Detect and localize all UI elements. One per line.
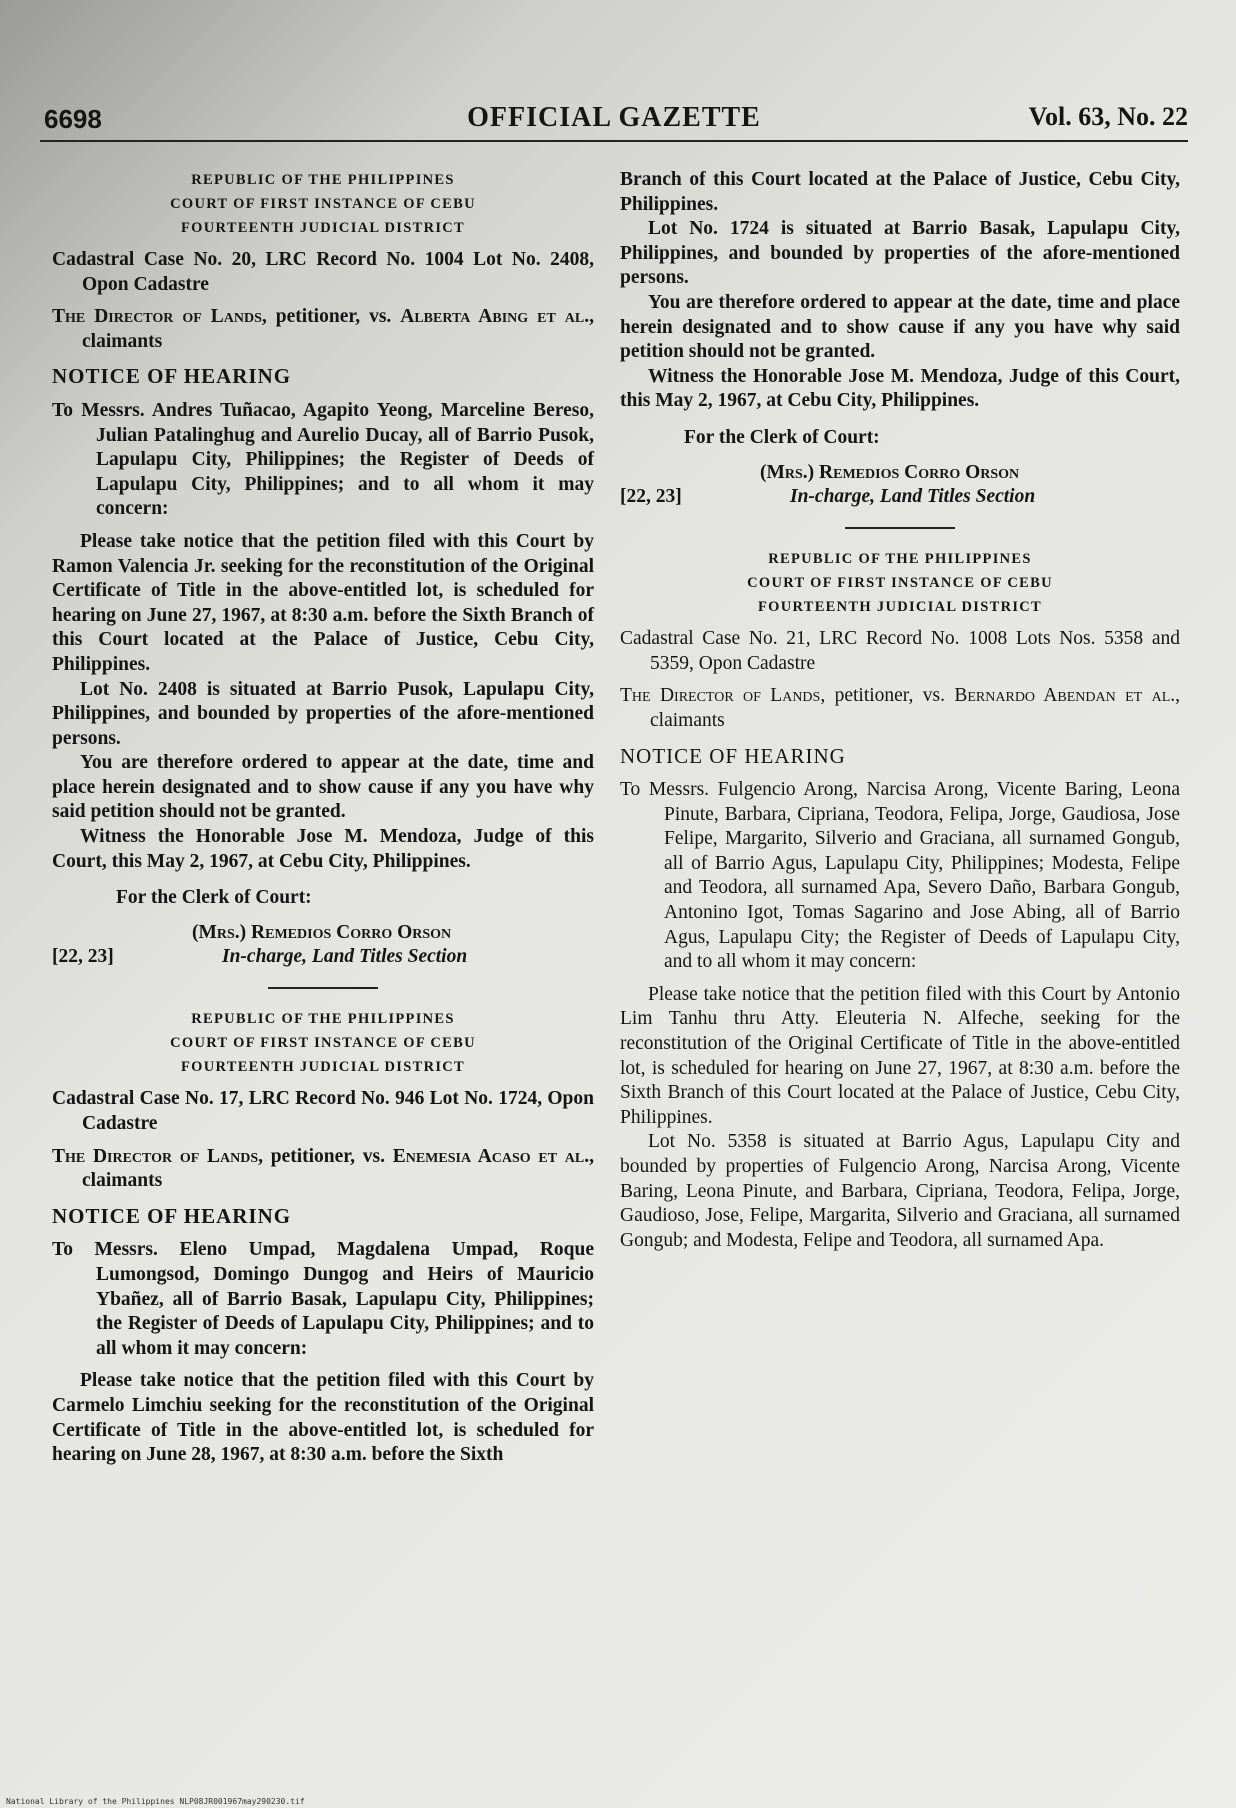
parties-suffix: , claimants — [650, 685, 1180, 731]
notice-title: NOTICE OF HEARING — [620, 743, 846, 768]
notice-paragraph: Please take notice that the petition filed with this Court by Antonio Lim Tanhu thru Atty. Eleuteria N. Alfeche, seeking for the reconstitution of the Original Certificate of Title in the above-entitled lot, is scheduled for hearing on June 27, 1967, at 8:30 a.m. before the Sixth Branch of this Court located at the Palace of Justice, Cebu City, Philippines. — [620, 983, 1180, 1128]
notice-paragraph: Please take notice that the petition filed with this Court by Ramon Valencia Jr. seeking for the reconstitution of the Original Certificate of Title in the above-entitled lot, is scheduled for hearing on June 27, 1967, at 8:30 a.m. before the Sixth Branch of this Court located at the Palace of Justice, Cebu City, Philippines. — [52, 530, 594, 675]
right-column — [620, 168, 1180, 1253]
notice-paragraph: Lot No. 5358 is situated at Barrio Agus, Lapulapu City and bounded by properties of Fulgencio Arong, Narcisa Arong, Vicente Baring, Leona Pinute, and Barbara, Cipriana, Teodora, Felipa, Jorge, Gaudioso, Jose, Felipe, Margarita, Silverio and Graciana, all surnamed Gongub; and Modesta, Felipe and Teodora, all surnamed Apa. — [620, 1131, 1180, 1251]
petitioner-name: The Director of Lands — [52, 1145, 259, 1167]
case-caption: Cadastral Case No. 21, LRC Record No. 1008 Lots Nos. 5358 and 5359, Opon Cadastre — [620, 628, 1180, 674]
notice-paragraph: Please take notice that the petition filed with this Court by Carmelo Limchiu seeking for the reconstitution of the Original Certificate of Title in the above-entitled lot, is scheduled for hearing on June 28, 1967, at 8:30 a.m. before the Sixth — [52, 1370, 594, 1466]
court-line: REPUBLIC OF THE PHILIPPINES — [191, 1011, 455, 1028]
addressees: To Messrs. Eleno Umpad, Magdalena Umpad, Roque Lumongsod, Domingo Dungog and Heirs of Mauricio Ybañez, all of Barrio Basak, Lapulapu City, Philippines; the Register of Deeds of Lapulapu City, Philippines; and to all whom it may concern: — [52, 1239, 594, 1359]
separator-rule — [845, 527, 955, 529]
notice-paragraph: Lot No. 1724 is situated at Barrio Basak, Lapulapu City, Philippines, and bounded by properties of the afore-mentioned persons. — [620, 218, 1180, 289]
issue-reference: [22, 23] — [620, 486, 682, 508]
claimant-name: Bernardo Abendan et al. — [954, 685, 1176, 707]
petitioner-name: The Director of Lands — [52, 306, 262, 328]
signatory-name: (Mrs.) Remedios Corro Orson — [760, 461, 1020, 483]
page-header — [40, 98, 1188, 142]
parties-line — [620, 684, 1180, 733]
notice-block — [52, 168, 594, 971]
court-line: FOURTEENTH JUDICIAL DISTRICT — [180, 220, 466, 236]
addressees: To Messrs. Andres Tuñacao, Agapito Yeong, Marceline Bereso, Julian Patalinghug and Aurelio Ducay, all of Barrio Pusok, Lapulapu City, Philippines; the Register of Deeds of Lapulapu City, Philippines; and to all whom it may concern: — [52, 399, 594, 520]
court-line: FOURTEENTH JUDICIAL DISTRICT — [180, 1059, 466, 1076]
scan-footer: National Library of the Philippines NLP08JR001967may290230.tif — [6, 1797, 305, 1806]
parties-line — [52, 305, 594, 354]
publication-title: OFFICIAL GAZETTE — [467, 102, 761, 133]
notice-paragraph: Witness the Honorable Jose M. Mendoza, Judge of this Court, this May 2, 1967, at Cebu City, Philippines. — [52, 826, 594, 872]
claimant-name: Alberta Abing et al. — [400, 306, 590, 328]
court-line: COURT OF FIRST INSTANCE OF CEBU — [170, 1035, 476, 1052]
court-line: REPUBLIC OF THE PHILIPPINES — [191, 172, 455, 188]
claimant-name: Enemesia Acaso et al. — [392, 1145, 590, 1167]
court-line: REPUBLIC OF THE PHILIPPINES — [768, 551, 1032, 568]
court-line: COURT OF FIRST INSTANCE OF CEBU — [747, 575, 1053, 592]
parties-text: , petitioner, vs. — [261, 306, 401, 328]
separator-rule — [268, 987, 378, 989]
parties-text: , petitioner, vs. — [258, 1145, 393, 1167]
notice-paragraph: Lot No. 2408 is situated at Barrio Pusok, Lapulapu City, Philippines, and bounded by properties of the afore-mentioned persons. — [52, 678, 594, 749]
page-number: 6698 — [44, 104, 102, 134]
notice-paragraph: Branch of this Court located at the Palace of Justice, Cebu City, Philippines. — [620, 169, 1180, 215]
notice-title: NOTICE OF HEARING — [52, 1203, 292, 1228]
parties-suffix: , claimants — [82, 306, 594, 352]
case-caption: Cadastral Case No. 20, LRC Record No. 1004 Lot No. 2408, Opon Cadastre — [52, 249, 594, 295]
signature-line — [52, 945, 594, 971]
case-caption: Cadastral Case No. 17, LRC Record No. 946 Lot No. 1724, Opon Cadastre — [52, 1088, 594, 1135]
issue-reference: [22, 23] — [52, 946, 114, 968]
notice-block — [52, 1007, 594, 1467]
notice-paragraph: You are therefore ordered to appear at the date, time and place herein designated and to show cause if any you have why said petition should not be granted. — [52, 752, 594, 823]
notice-continuation — [620, 168, 1180, 511]
clerk-line: For the Clerk of Court: — [116, 887, 312, 909]
signatory-role: In-charge, Land Titles Section — [790, 486, 1036, 508]
addressees: To Messrs. Fulgencio Arong, Narcisa Arong, Vicente Baring, Leona Pinute, Barbara, Cipriana, Teodora, Felipa, Jorge, Gaudiosa, Jose Felipe, Margarito, Silverio and Graciana, all surnamed Gongub, all of Barrio Agus, Lapulapu City, Philippines; Modesta, Felipe and Teodora, all surnamed Apa, Severo Daño, Barbara Gongub, Antonino Igot, Tomas Sagarino and Jose Abing, all of Barrio Agus, Lapulapu City; the Register of Deeds of Lapulapu City, and to all whom it may concern: — [620, 779, 1180, 973]
petitioner-name: The Director of Lands — [620, 685, 821, 707]
signatory-role: In-charge, Land Titles Section — [222, 946, 468, 968]
volume-number: Vol. 63, No. 22 — [1028, 102, 1188, 131]
signatory-name: (Mrs.) Remedios Corro Orson — [192, 921, 452, 943]
left-column — [52, 168, 594, 1468]
parties-suffix: , claimants — [82, 1145, 594, 1192]
parties-line — [52, 1145, 594, 1194]
notice-paragraph: You are therefore ordered to appear at the date, time and place herein designated and to show cause if any you have why said petition should not be granted. — [620, 291, 1180, 363]
notice-title: NOTICE OF HEARING — [52, 364, 292, 389]
notice-paragraph: Witness the Honorable Jose M. Mendoza, Judge of this Court, this May 2, 1967, at Cebu City, Philippines. — [620, 365, 1180, 412]
parties-text: , petitioner, vs. — [820, 685, 955, 707]
court-line: COURT OF FIRST INSTANCE OF CEBU — [170, 196, 476, 212]
clerk-line: For the Clerk of Court: — [684, 426, 880, 448]
signature-line — [620, 485, 1180, 511]
court-line: FOURTEENTH JUDICIAL DISTRICT — [757, 599, 1043, 616]
notice-block — [620, 547, 1180, 1253]
